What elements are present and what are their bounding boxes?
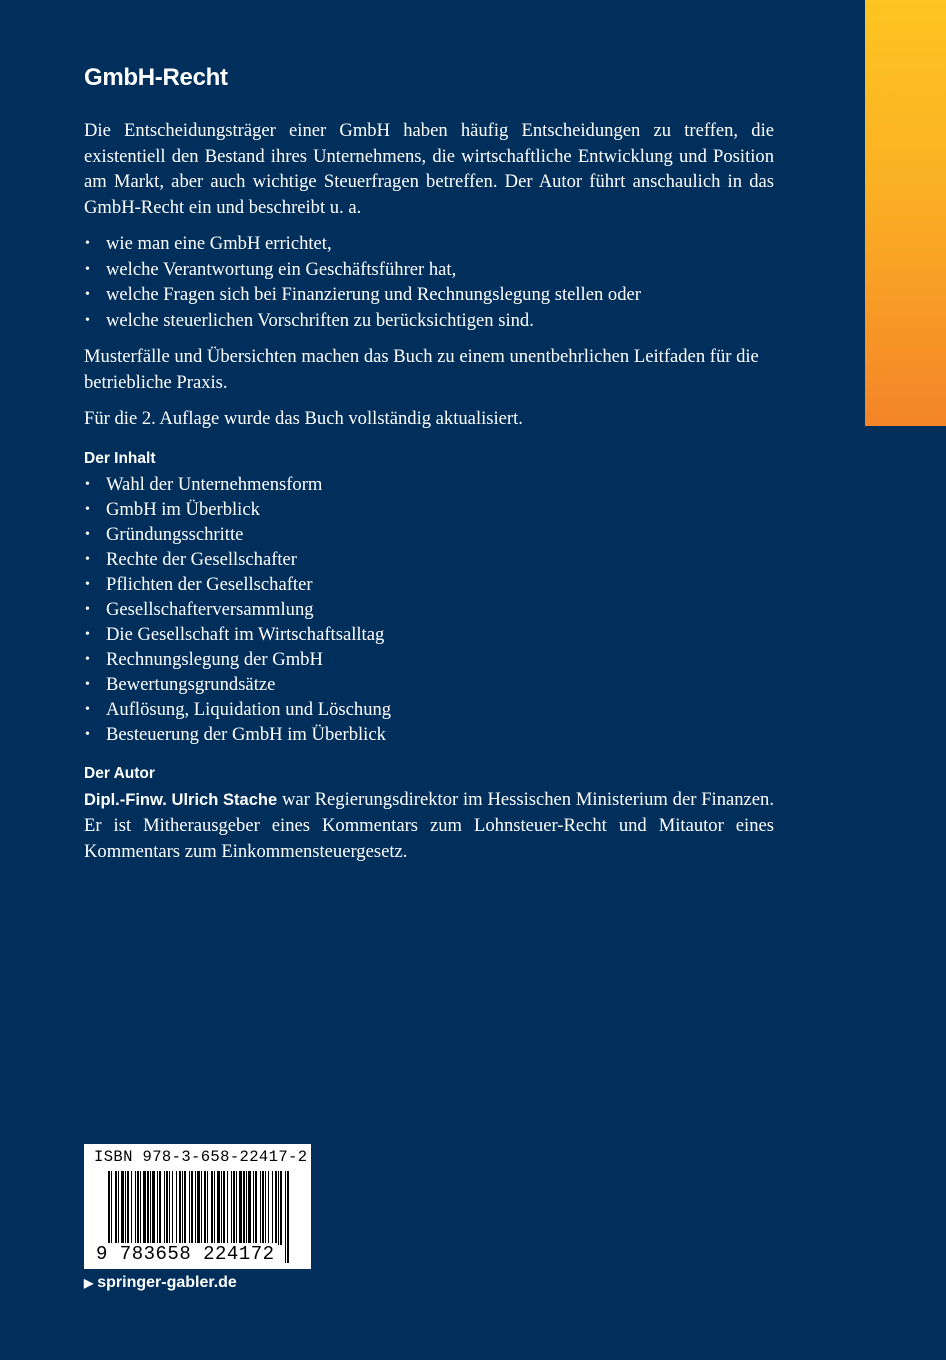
list-item: • Besteuerung der GmbH im Überblick bbox=[85, 723, 386, 745]
barcode-bar bbox=[172, 1171, 173, 1245]
barcode-bar bbox=[115, 1171, 117, 1245]
bullet-icon: • bbox=[85, 601, 90, 617]
barcode-bar bbox=[233, 1171, 235, 1245]
barcode-bar bbox=[268, 1171, 269, 1245]
barcode-bar bbox=[243, 1171, 245, 1245]
barcode-bar bbox=[248, 1171, 251, 1245]
isbn-label: ISBN 978-3-658-22417-2 bbox=[94, 1148, 308, 1166]
bullet-icon: • bbox=[85, 312, 90, 328]
list-item: • Rechnungslegung der GmbH bbox=[85, 648, 323, 670]
barcode-bar bbox=[182, 1171, 183, 1245]
barcode-bar bbox=[152, 1171, 155, 1245]
bullet-icon: • bbox=[85, 651, 90, 667]
barcode-bar bbox=[179, 1171, 181, 1245]
barcode-bar bbox=[204, 1171, 206, 1245]
list-item: • Rechte der Gesellschafter bbox=[85, 548, 298, 570]
barcode-bar bbox=[287, 1171, 289, 1263]
author-bio bbox=[84, 787, 774, 865]
barcode-bar bbox=[285, 1171, 286, 1263]
barcode-bar bbox=[214, 1171, 215, 1245]
list-item: • Wahl der Unternehmensform bbox=[85, 473, 323, 495]
bullet-icon: • bbox=[85, 701, 90, 717]
barcode-bar bbox=[246, 1171, 247, 1245]
list-item: • welche Fragen sich bei Finanzierung und Rechnungslegung stellen oder bbox=[84, 282, 774, 308]
barcode-bar bbox=[135, 1171, 136, 1245]
bullet-icon: • bbox=[85, 236, 90, 251]
barcode-bar bbox=[137, 1171, 139, 1245]
isbn-barcode bbox=[84, 1144, 311, 1269]
barcode-bar bbox=[207, 1171, 208, 1245]
practice-paragraph: Musterfälle und Übersichten machen das Buch zu einem unentbehrlichen Leitfaden für die betriebliche Praxis. bbox=[84, 346, 759, 393]
barcode-bar bbox=[191, 1171, 193, 1245]
barcode-bar bbox=[184, 1171, 186, 1245]
publisher-url: springer-gabler.de bbox=[97, 1274, 237, 1291]
list-item: • Gründungsschritte bbox=[85, 523, 244, 545]
intro-bullet-list bbox=[84, 231, 774, 333]
bullet-icon: • bbox=[85, 551, 90, 567]
accent-color-bar bbox=[865, 0, 946, 426]
barcode-bar bbox=[278, 1171, 279, 1245]
author-name: Dipl.-Finw. Ulrich Stache bbox=[84, 790, 278, 809]
barcode-bar bbox=[159, 1171, 161, 1245]
barcode-bar bbox=[125, 1171, 126, 1245]
barcode-bar bbox=[227, 1171, 228, 1245]
list-item: • Die Gesellschaft im Wirtschaftsalltag bbox=[85, 623, 385, 645]
bullet-icon: • bbox=[85, 676, 90, 692]
barcode-bar bbox=[262, 1171, 264, 1245]
barcode-bar bbox=[150, 1171, 151, 1245]
barcode-bar bbox=[140, 1171, 141, 1245]
barcode-bar bbox=[280, 1171, 282, 1245]
book-title: GmbH-Recht bbox=[84, 64, 228, 91]
bullet-icon: • bbox=[85, 501, 90, 517]
back-cover-text bbox=[84, 64, 774, 864]
list-item: • GmbH im Überblick bbox=[85, 498, 260, 520]
publisher-link[interactable] bbox=[84, 1274, 237, 1292]
bullet-icon: • bbox=[85, 526, 90, 542]
barcode-bar bbox=[231, 1171, 232, 1245]
barcode-bar bbox=[169, 1171, 170, 1245]
bullet-icon: • bbox=[85, 287, 90, 302]
barcode-bar bbox=[147, 1171, 149, 1245]
barcode-bar bbox=[166, 1171, 168, 1245]
bullet-icon: • bbox=[85, 726, 90, 742]
barcode-bar bbox=[189, 1171, 190, 1245]
list-item: • Pflichten der Gesellschafter bbox=[85, 573, 313, 595]
list-item: • wie man eine GmbH errichtet, bbox=[84, 231, 774, 257]
barcode-bar bbox=[195, 1171, 196, 1245]
barcode-bar bbox=[157, 1171, 158, 1245]
barcode-bar bbox=[121, 1171, 124, 1245]
list-item: • Bewertungsgrundsätze bbox=[85, 673, 276, 695]
barcode-bar bbox=[255, 1171, 257, 1245]
barcode-bar bbox=[223, 1171, 225, 1245]
author-bio-text: war Regierungsdirektor im Hessischen Ministerium der Finanzen. Er ist Mitherausgeber eines Kommentars zum Lohnsteuer-Recht und Mitautor eines Kommentars zum Einkommensteuergesetz. bbox=[84, 788, 774, 862]
list-item: • welche steuerlichen Vorschriften zu berücksichtigen sind. bbox=[84, 308, 774, 334]
bullet-icon: • bbox=[85, 476, 90, 492]
barcode-bar bbox=[236, 1171, 237, 1245]
barcode-bar bbox=[217, 1171, 220, 1245]
barcode-bar bbox=[239, 1171, 242, 1245]
barcode-bar bbox=[265, 1171, 266, 1245]
barcode-bar bbox=[176, 1171, 177, 1245]
barcode-bar bbox=[253, 1171, 254, 1245]
barcode-bar bbox=[221, 1171, 222, 1245]
author-heading: Der Autor bbox=[84, 764, 155, 782]
list-item: • welche Verantwortung ein Geschäftsführer hat, bbox=[84, 257, 774, 283]
barcode-bar bbox=[211, 1171, 213, 1245]
bullet-icon: • bbox=[85, 626, 90, 642]
edition-note: Für die 2. Auflage wurde das Buch vollständig aktualisiert. bbox=[84, 408, 523, 429]
arrow-right-icon: ▶ bbox=[84, 1276, 94, 1290]
barcode-bar bbox=[272, 1171, 273, 1245]
barcode-bar bbox=[275, 1171, 277, 1245]
intro-paragraph: Die Entscheidungsträger einer GmbH haben häufig Entscheidungen zu treffen, die existentiell den Bestand ihres Unternehmens, die wirtschaftliche Entwicklung und Position am Markt, aber auch wichtige Steuerfragen betreffen. Der Autor führt anschaulich in das GmbH-Recht ein und beschreibt u. a. bbox=[84, 120, 774, 218]
barcode-bar bbox=[127, 1171, 129, 1245]
barcode-bar bbox=[131, 1171, 132, 1245]
barcode-digits: 9 783658 224172 bbox=[96, 1243, 275, 1265]
barcode-bar bbox=[118, 1171, 119, 1245]
bullet-icon: • bbox=[85, 261, 90, 277]
barcode-bar bbox=[143, 1171, 146, 1245]
contents-heading: Der Inhalt bbox=[84, 449, 156, 467]
list-item: • Gesellschafterversammlung bbox=[85, 598, 314, 620]
list-item: • Auflösung, Liquidation und Löschung bbox=[85, 698, 392, 720]
bullet-icon: • bbox=[85, 576, 90, 592]
barcode-bar bbox=[260, 1171, 261, 1245]
contents-list bbox=[84, 472, 774, 747]
barcode-bar bbox=[164, 1171, 165, 1245]
